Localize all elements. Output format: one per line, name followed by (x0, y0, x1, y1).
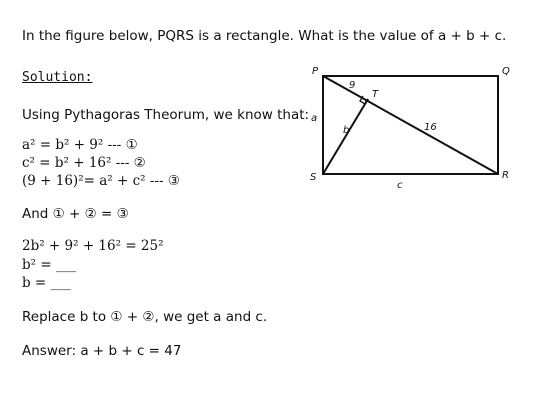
solution-heading: Solution: (22, 70, 93, 85)
step-1: 2b² + 9² + 16² = 25² (22, 238, 164, 254)
label-q: Q (502, 66, 510, 77)
step-3: b = ___ (22, 275, 71, 291)
and-line: And ① + ② = ③ (22, 206, 129, 222)
equation-3: (9 + 16)²= a² + c² --- ③ (22, 173, 180, 189)
equation-2: c² = b² + 16² --- ② (22, 155, 146, 171)
answer-line: Answer: a + b + c = 47 (22, 343, 182, 359)
question-text: In the figure below, PQRS is a rectangle. What is the value of a + b + c. (22, 28, 507, 44)
label-b: b (343, 125, 350, 136)
label-9: 9 (349, 80, 356, 91)
replace-line: Replace b to ① + ②, we get a and c. (22, 309, 268, 325)
label-p: P (312, 66, 319, 77)
label-a: a (311, 113, 318, 124)
label-c: c (397, 180, 403, 191)
intro-text: Using Pythagoras Theorum, we know that: (22, 107, 310, 123)
equation-1: a² = b² + 9² --- ① (22, 137, 138, 153)
label-t: T (372, 89, 379, 100)
label-16: 16 (424, 122, 437, 133)
label-r: R (502, 170, 509, 181)
label-s: S (310, 172, 317, 183)
step-2: b² = ___ (22, 257, 77, 273)
segment-st (323, 99, 368, 174)
